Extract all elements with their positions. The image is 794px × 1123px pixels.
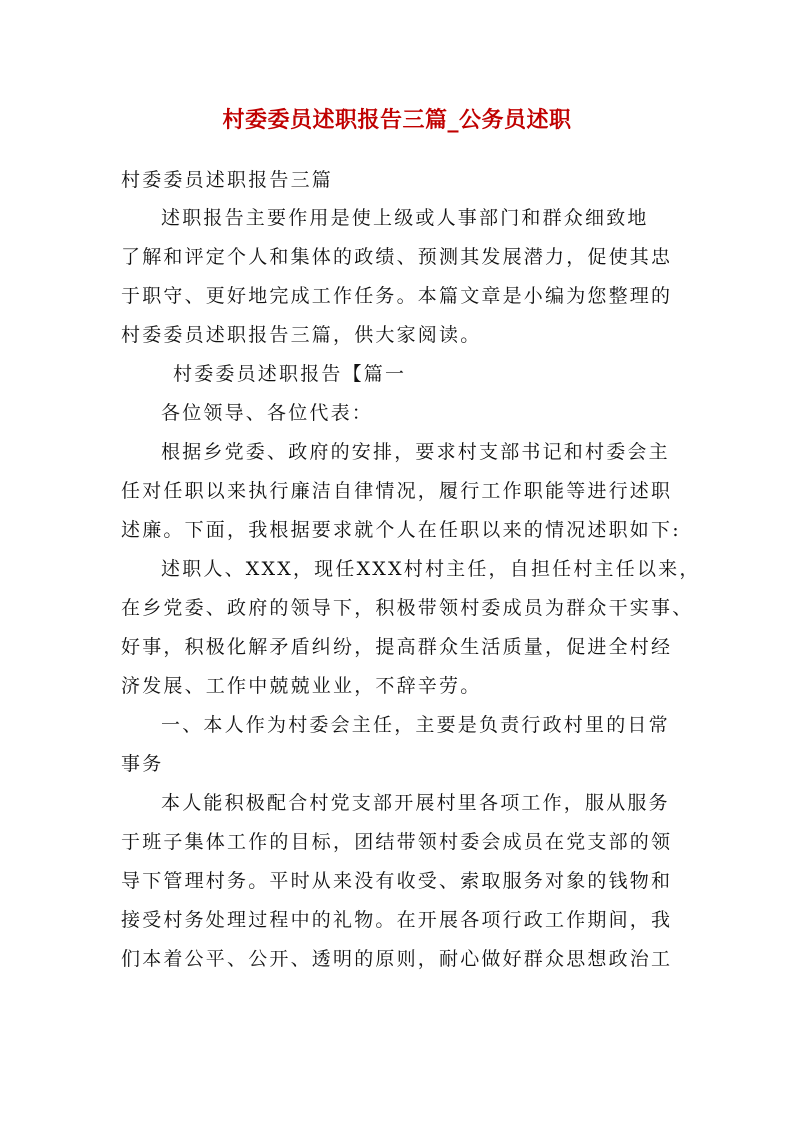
subsection-heading: 村委委员述职报告【篇一 — [173, 363, 407, 385]
paragraph-line: 导下管理村务。平时从来没有收受、索取服务对象的钱物和 — [121, 870, 673, 892]
paragraph-line: 述职报告主要作用是使上级或人事部门和群众细致地 — [161, 207, 649, 229]
paragraph-line: 接受村务处理过程中的礼物。在开展各项行政工作期间，我 — [121, 909, 673, 931]
paragraph-line: 根据乡党委、政府的安排，要求村支部书记和村委会主 — [161, 441, 670, 463]
section-heading: 村委委员述职报告三篇 — [121, 169, 334, 191]
paragraph-line: 好事，积极化解矛盾纠纷，提高群众生活质量，促进全村经 — [121, 636, 673, 658]
paragraph-line: 述职人、XXX，现任XXX村村主任，自担任村主任以来， — [161, 558, 701, 580]
salutation: 各位领导、各位代表： — [161, 402, 374, 424]
paragraph-line: 于班子集体工作的目标，团结带领村委会成员在党支部的领 — [121, 831, 673, 853]
paragraph-line: 在乡党委、政府的领导下，积极带领村委成员为群众干实事、 — [121, 597, 694, 619]
paragraph-line: 一、本人作为村委会主任，主要是负责行政村里的日常 — [161, 714, 670, 736]
paragraph-line: 本人能积极配合村党支部开展村里各项工作，服从服务 — [161, 792, 670, 814]
paragraph-line: 济发展、工作中兢兢业业，不辞辛劳。 — [121, 675, 482, 697]
paragraph-line: 任对任职以来执行廉洁自律情况，履行工作职能等进行述职 — [121, 480, 673, 502]
paragraph-line: 于职守、更好地完成工作任务。本篇文章是小编为您整理的 — [121, 285, 673, 307]
document-title: 村委委员述职报告三篇_公务员述职 — [222, 107, 572, 133]
paragraph-line: 们本着公平、公开、透明的原则，耐心做好群众思想政治工 — [121, 948, 673, 970]
paragraph-line: 述廉。下面，我根据要求就个人在任职以来的情况述职如下: — [121, 519, 681, 541]
paragraph-line: 了解和评定个人和集体的政绩、预测其发展潜力，促使其忠 — [121, 246, 673, 268]
paragraph-line: 村委委员述职报告三篇，供大家阅读。 — [121, 324, 482, 346]
paragraph-line: 事务 — [121, 753, 164, 775]
